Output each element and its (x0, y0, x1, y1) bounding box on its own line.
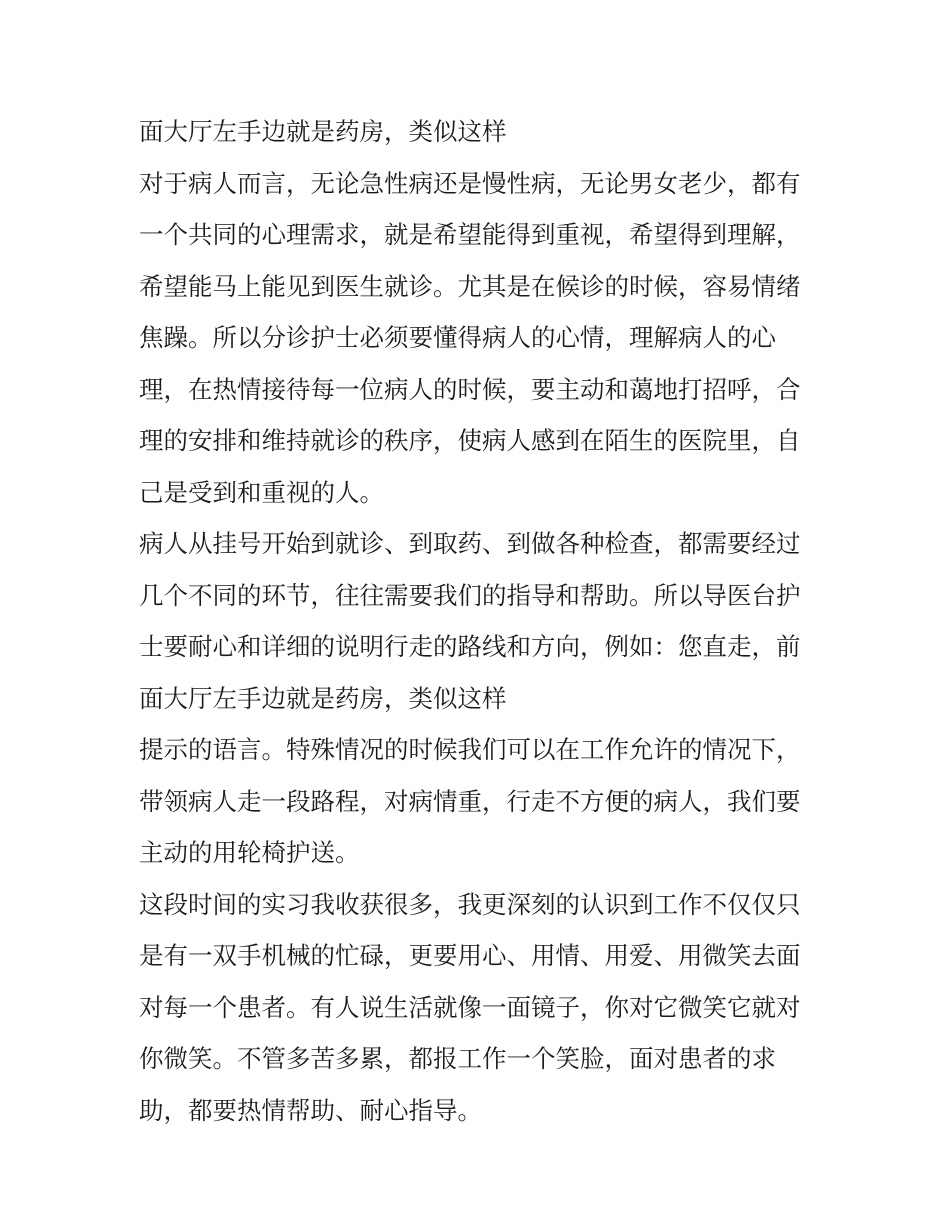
text-line: 对于病人而言，无论急性病还是慢性病，无论男女老少，都有 (139, 168, 801, 198)
text-line: 你微笑。不管多苦多累，都报工作一个笑脸，面对患者的求 (139, 1044, 776, 1073)
text-line: 对每一个患者。有人说生活就像一面镜子，你对它微笑它就对 (139, 992, 801, 1022)
text-line: 带领病人走一段路程，对病情重，行走不方便的病人，我们要 (139, 786, 801, 816)
text-line: 希望能马上能见到医生就诊。尤其是在候诊的时候，容易情绪 (139, 271, 801, 301)
text-line: 助，都要热情帮助、耐心指导。 (139, 1095, 482, 1125)
body-text (139, 106, 819, 1136)
text-line: 提示的语言。特殊情况的时候我们可以在工作允许的情况下， (139, 735, 801, 764)
text-line: 面大厅左手边就是药房，类似这样 (139, 683, 507, 713)
text-line: 己是受到和重视的人。 (139, 477, 384, 507)
text-line: 理的安排和维持就诊的秩序，使病人感到在陌生的医院里，自 (139, 426, 801, 455)
text-line: 士要耐心和详细的说明行走的路线和方向，例如：您直走，前 (139, 632, 801, 661)
text-line: 是有一双手机械的忙碌，更要用心、用情、用爱、用微笑去面 (139, 941, 801, 970)
text-line: 这段时间的实习我收获很多，我更深刻的认识到工作不仅仅只 (139, 889, 801, 919)
text-line: 面大厅左手边就是药房，类似这样 (139, 117, 507, 146)
text-line: 主动的用轮椅护送。 (139, 838, 360, 867)
text-line: 理，在热情接待每一位病人的时候，要主动和蔼地打招呼，合 (139, 374, 801, 404)
text-line: 焦躁。所以分诊护士必须要懂得病人的心情，理解病人的心 (139, 323, 776, 352)
text-line: 一个共同的心理需求，就是希望能得到重视，希望得到理解， (139, 220, 801, 249)
text-line: 几个不同的环节，往往需要我们的指导和帮助。所以导医台护 (139, 580, 801, 610)
text-line: 病人从挂号开始到就诊、到取药、到做各种检查，都需要经过 (139, 529, 801, 558)
